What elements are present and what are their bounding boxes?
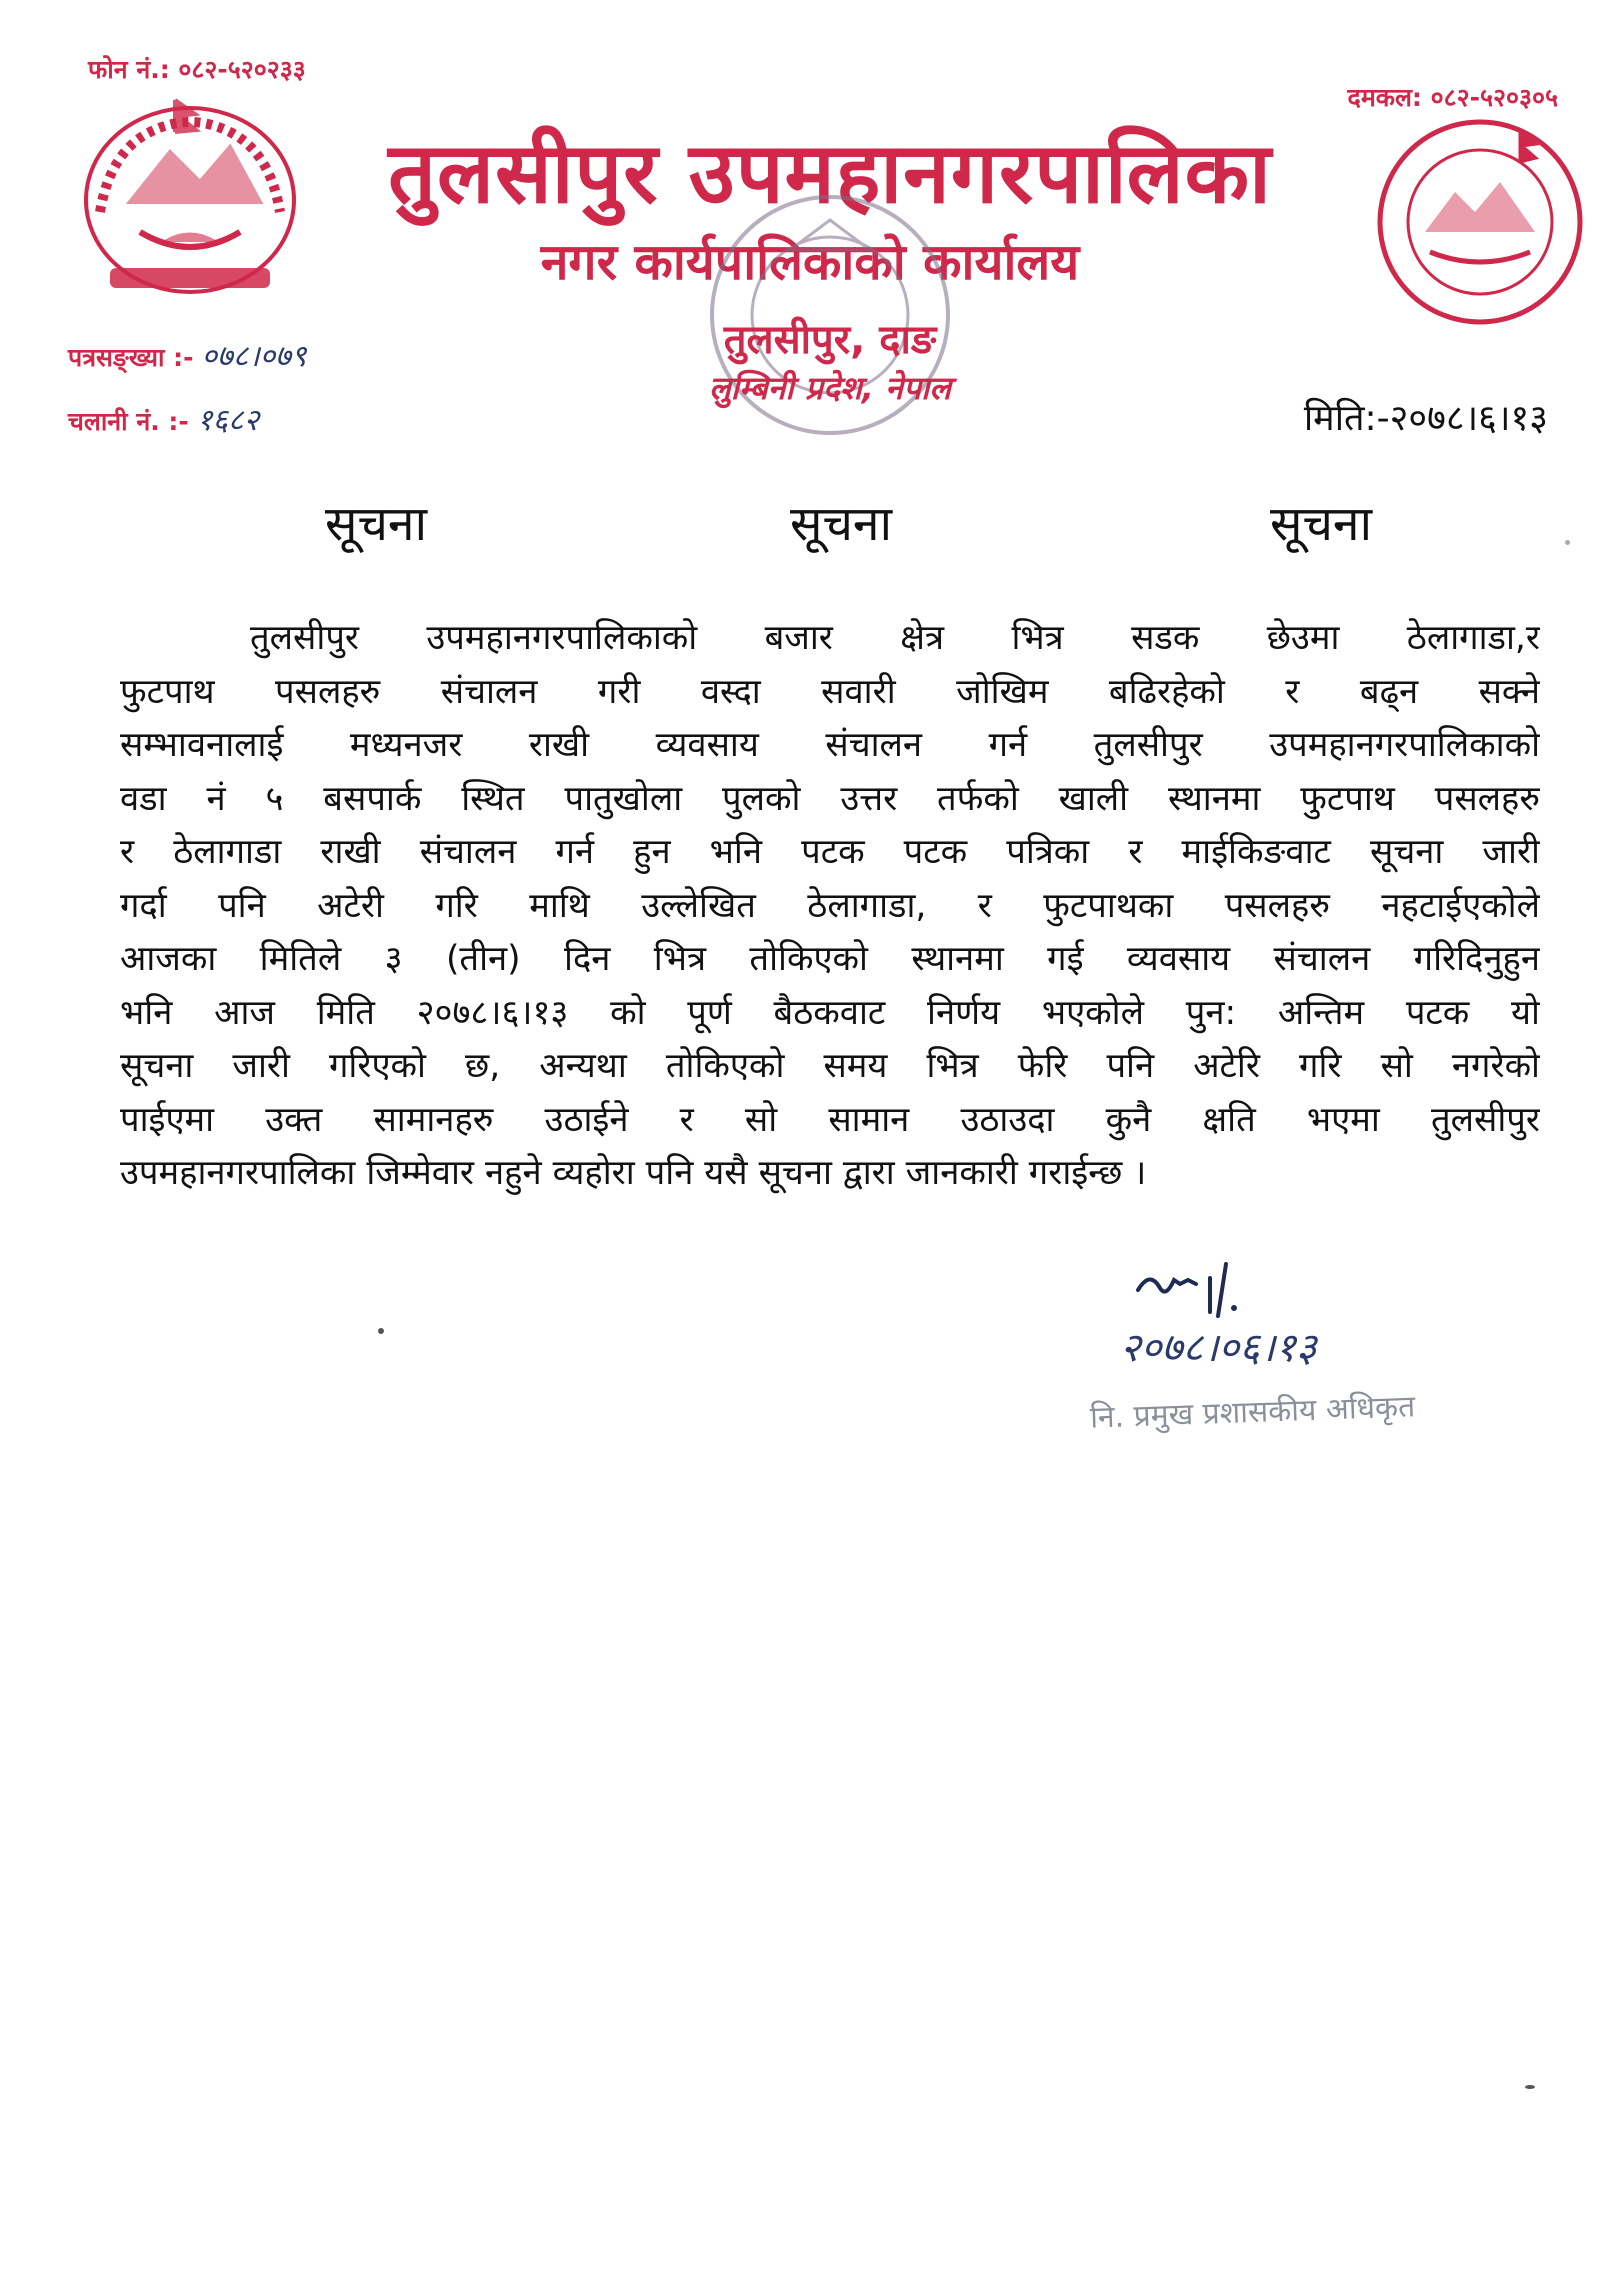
notice-line: आजका मितिले ३ (तीन) दिन भित्र तोकिएको स्थानमा गई व्यवसाय संचालन गरिदिनुहुन	[120, 939, 1540, 979]
dispatch-number-label: चलानी नं. :-	[68, 407, 189, 436]
signatory-title-stamp: नि. प्रमुख प्रशासकीय अधिकृत	[1089, 1389, 1416, 1436]
notice-line: भनि आज मिति २०७८।६।१३ को पूर्ण बैठकवाट निर्णय भएकोले पुन: अन्तिम पटक यो	[120, 992, 1540, 1033]
notice-line: फुटपाथ पसलहरु संचालन गरी वस्दा सवारी जोखिम बढिरहेको र बढ्न सक्ने	[120, 671, 1540, 712]
letter-date: मिति:-२०७८।६।१३	[1303, 398, 1548, 439]
notice-line: वडा नं ५ बसपार्क स्थित पातुखोला पुलको उत्तर तर्फको खाली स्थानमा फुटपाथ पसलहरु	[120, 778, 1540, 819]
notice-body	[120, 612, 1540, 1201]
letterhead	[0, 0, 1606, 470]
office-name: नगर कार्यपालिकाको कार्यालय	[540, 233, 1080, 291]
address-province: लुम्बिनी प्रदेश, नेपाल	[708, 369, 952, 407]
letter-number	[68, 334, 307, 375]
dispatch-number	[68, 398, 259, 439]
notice-line: पाईएमा उक्त सामानहरु उठाईने र सो सामान उठाउदा कुनै क्षति भएमा तुलसीपुर	[120, 1099, 1540, 1140]
notice-line: सम्भावनालाई मध्यनजर राखी व्यवसाय संचालन गर्न तुलसीपुर उपमहानगरपालिकाको	[120, 725, 1540, 765]
notice-line: तुलसीपुर उपमहानगरपालिकाको बजार क्षेत्र भित्र सडक छेउमा ठेलागाडा,र	[250, 618, 1540, 658]
notice-heading-center: सूचना	[790, 496, 893, 552]
notice-line: सूचना जारी गरिएको छ, अन्यथा तोकिएको समय भित्र फेरि पनि अटेरि गरि सो नगरेको	[120, 1046, 1540, 1086]
notice-line: उपमहानगरपालिका जिम्मेवार नहुने व्यहोरा पनि यसै सूचना द्वारा जानकारी गराईन्छ ।	[120, 1153, 1147, 1193]
dispatch-number-value: १६८२	[196, 403, 260, 438]
notice-line: गर्दा पनि अटेरी गरि माथि उल्लेखित ठेलागाडा, र फुटपाथका पसलहरु नहटाईएकोले	[120, 885, 1540, 926]
fire-brigade-number: दमकल: ०८२-५२०३०५	[1347, 83, 1558, 112]
paper-speck	[1565, 540, 1570, 545]
nepal-government-emblem-icon	[70, 92, 310, 312]
notice-headings	[0, 490, 1606, 570]
signature-block	[1090, 1250, 1490, 1450]
phone-number: फोन नं.: ०८२-५२०२३३	[88, 55, 306, 84]
letter-number-value: ०७८।०७९	[201, 339, 307, 374]
municipality-logo-icon	[1370, 112, 1590, 332]
organization-name: तुलसीपुर उपमहानगरपालिका	[388, 123, 1272, 222]
notice-heading-right: सूचना	[1270, 496, 1373, 552]
signature-date: २०७८।०६।१३	[1120, 1325, 1317, 1371]
paper-speck	[1525, 2085, 1535, 2089]
letter-number-label: पत्रसङ्ख्या :-	[68, 343, 194, 372]
paper-speck	[378, 1328, 384, 1334]
notice-heading-left: सूचना	[325, 496, 428, 552]
address-city: तुलसीपुर, दाङ	[723, 317, 937, 363]
notice-line: र ठेलागाडा राखी संचालन गर्न हुन भनि पटक पटक पत्रिका र माईकिङवाट सूचना जारी	[120, 832, 1540, 872]
